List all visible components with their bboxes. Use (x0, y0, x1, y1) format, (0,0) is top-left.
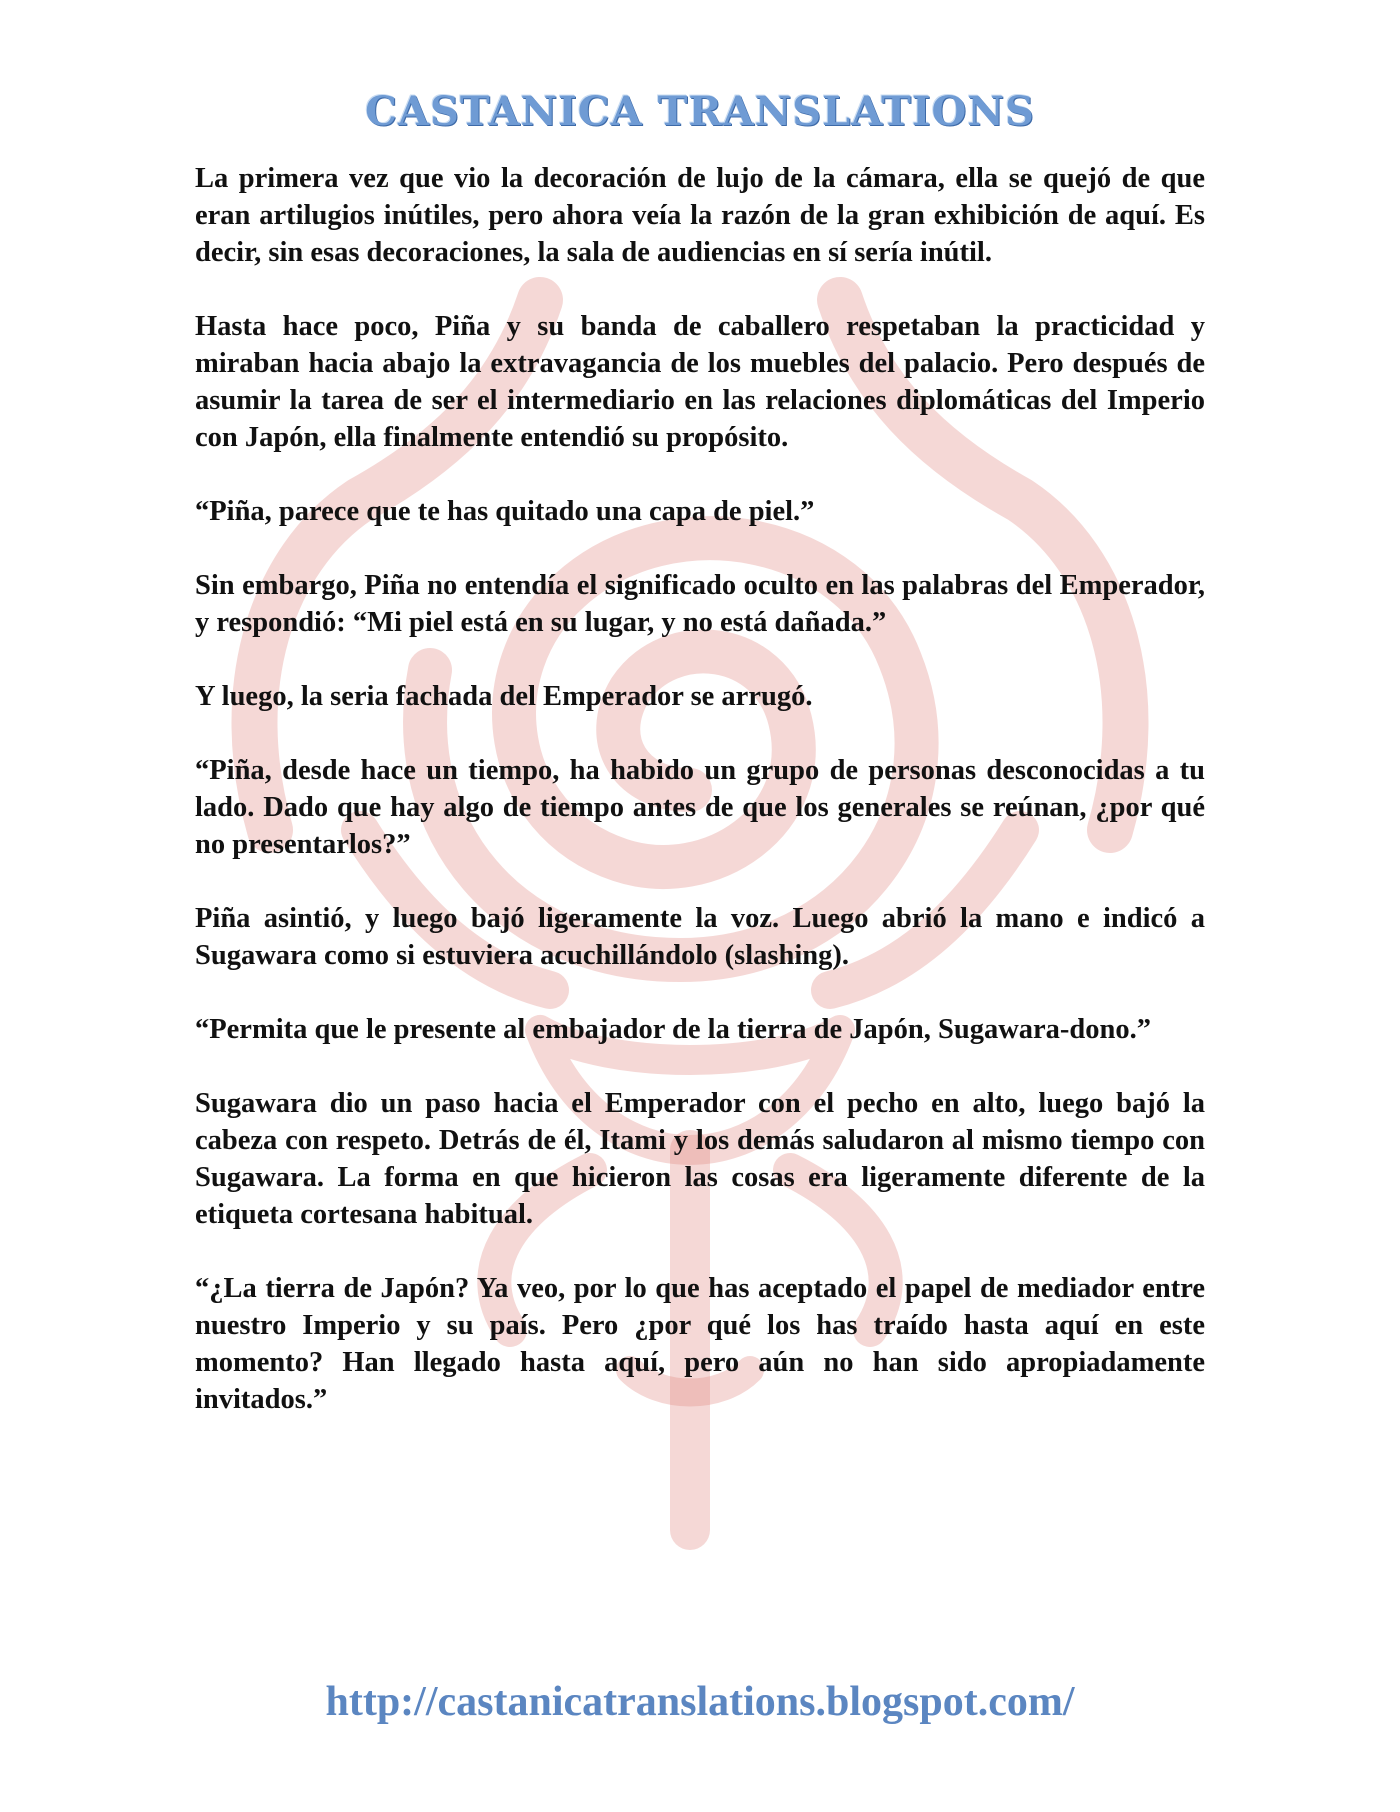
paragraph: “Piña, parece que te has quitado una capa de piel.” (195, 496, 815, 527)
paragraph: Y luego, la seria fachada del Emperador se arrugó. (195, 681, 813, 712)
body-text (195, 160, 1205, 1455)
paragraph: “¿La tierra de Japón? Ya veo, por lo que has aceptado el papel de mediador entre nuestro Imperio y su país. Pero ¿por qué los has traído hasta aquí en este momento? Han llegado hasta aquí, pero aún no han sido apropiadamente invitados.” (195, 1273, 1205, 1415)
paragraph: Sugawara dio un paso hacia el Emperador con el pecho en alto, luego bajó la cabeza con respeto. Detrás de él, Itami y los demás saludaron al mismo tiempo con Sugawara. La forma en que hicieron las cosas era ligeramente diferente de la etiqueta cortesana habitual. (195, 1088, 1205, 1230)
paragraph: “Permita que le presente al embajador de la tierra de Japón, Sugawara-dono.” (195, 1014, 1152, 1045)
paragraph: Piña asintió, y luego bajó ligeramente la voz. Luego abrió la mano e indicó a Sugawara como si estuviera acuchillándolo (slashing). (195, 903, 1205, 971)
paragraph: Sin embargo, Piña no entendía el significado oculto en las palabras del Emperador, y respondió: “Mi piel está en su lugar, y no está dañada.” (195, 570, 1205, 638)
paragraph: La primera vez que vio la decoración de lujo de la cámara, ella se quejó de que eran artilugios inútiles, pero ahora veía la razón de la gran exhibición de aquí. Es decir, sin esas decoraciones, la sala de audiencias en sí sería inútil. (195, 163, 1205, 268)
paragraph: “Piña, desde hace un tiempo, ha habido un grupo de personas desconocidas a tu lado. Dado que hay algo de tiempo antes de que los generales se reúnan, ¿por qué no presentarlos?” (195, 755, 1205, 860)
page-title: CASTANICA TRANSLATIONS (365, 88, 1035, 135)
footer-url-link[interactable]: http://castanicatranslations.blogspot.com/ (325, 1679, 1075, 1725)
paragraph: Hasta hace poco, Piña y su banda de caballero respetaban la practicidad y miraban hacia abajo la extravagancia de los muebles del palacio. Pero después de asumir la tarea de ser el intermediario en las relaciones diplomáticas del Imperio con Japón, ella finalmente entendió su propósito. (195, 311, 1205, 453)
